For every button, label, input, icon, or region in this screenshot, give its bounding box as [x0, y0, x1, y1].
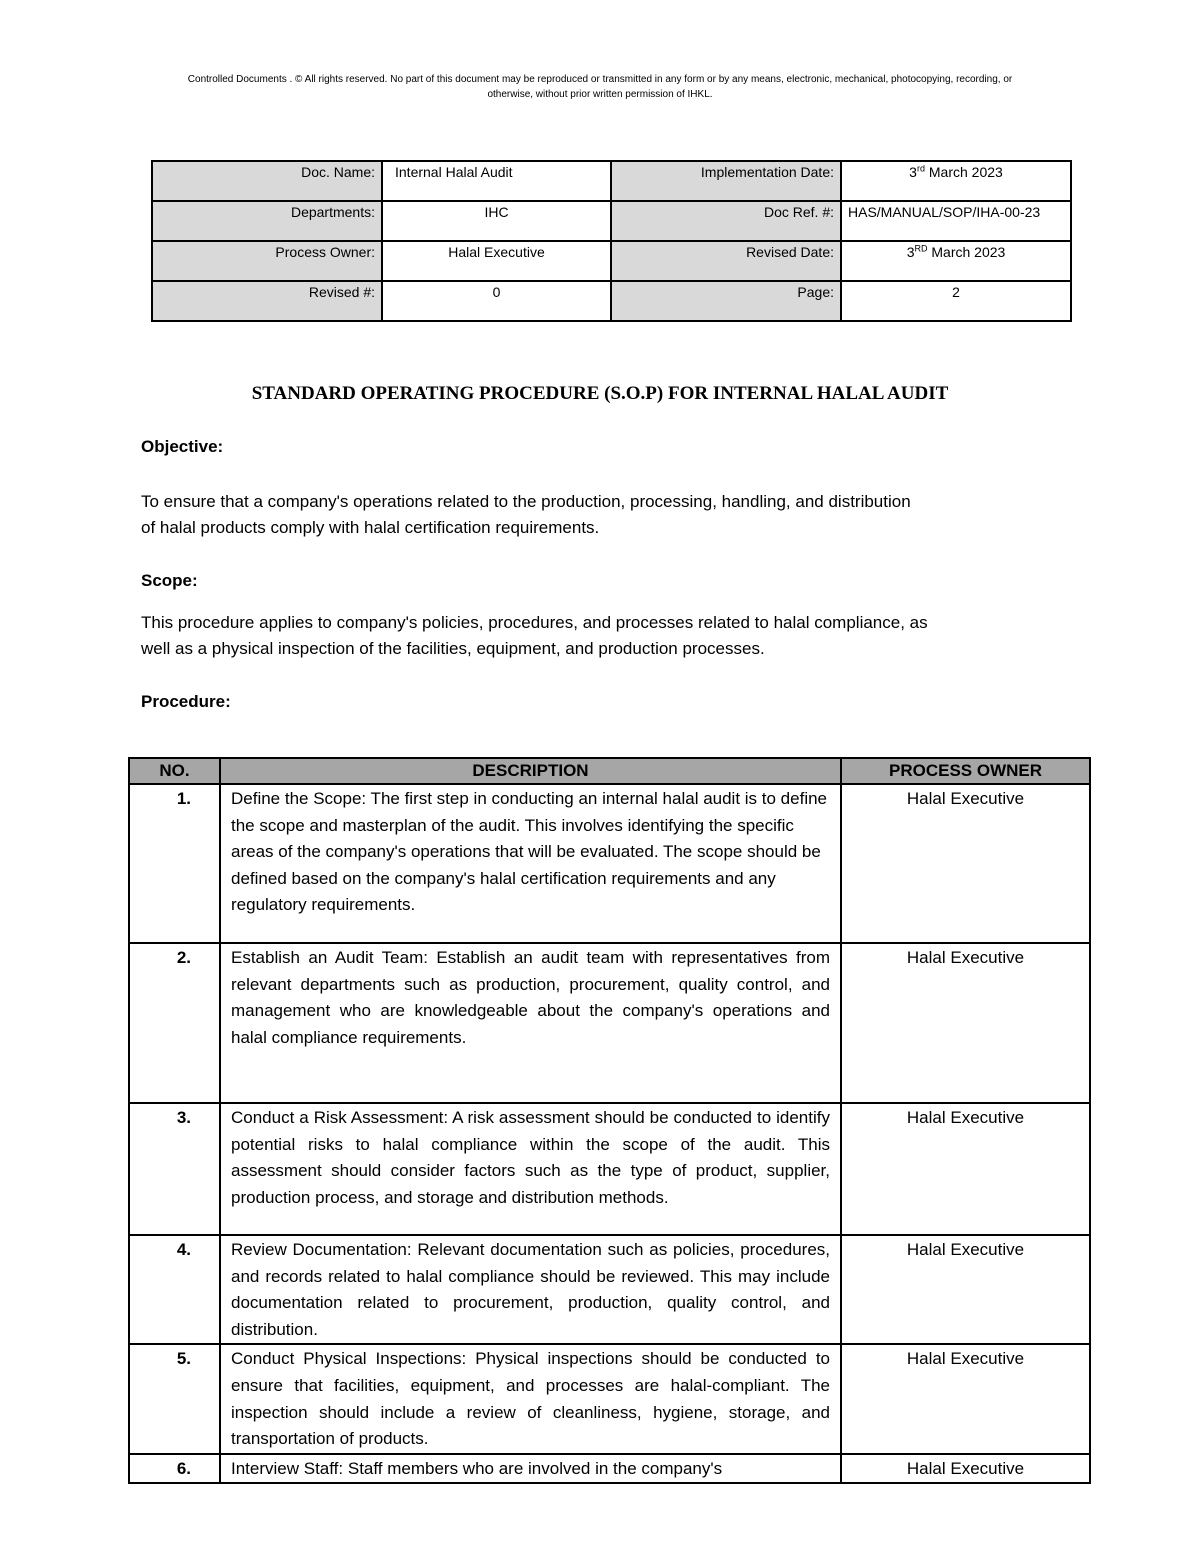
table-row: [129, 1344, 1090, 1453]
revised-date-value: [841, 241, 1071, 281]
procedure-header-row: [129, 758, 1090, 784]
row-number: 2.: [129, 943, 220, 1103]
row-number: 5.: [129, 1344, 220, 1453]
revised-date-label: Revised Date:: [611, 241, 841, 281]
doc-ref-label: Doc Ref. #:: [611, 201, 841, 241]
row-number: 1.: [129, 784, 220, 943]
row-process-owner: Halal Executive: [841, 1344, 1090, 1453]
row-number: 3.: [129, 1103, 220, 1235]
row-description: Conduct Physical Inspections: Physical inspections should be conducted to ensure that facilities, equipment, and processes are halal-compliant. The inspection should include a review of cleanliness, hygiene, storage, and transportation of products.: [220, 1344, 841, 1453]
scope-line-1: This procedure applies to company's policies, procedures, and processes related to halal compliance, as: [141, 613, 928, 632]
document-title: STANDARD OPERATING PROCEDURE (S.O.P) FOR INTERNAL HALAL AUDIT: [251, 383, 949, 404]
objective-line-1: To ensure that a company's operations related to the production, processing, handling, and distribution: [141, 492, 911, 511]
table-row: [129, 943, 1090, 1103]
row-process-owner: Halal Executive: [841, 943, 1090, 1103]
row-process-owner: Halal Executive: [841, 784, 1090, 943]
meta-row: [152, 241, 1071, 281]
row-description: Review Documentation: Relevant documentation such as policies, procedures, and records related to halal compliance should be reviewed. This may include documentation related to procurement, production, quality control, and distribution.: [220, 1235, 841, 1344]
meta-row: [152, 161, 1071, 201]
copyright-line-2: otherwise, without prior written permission of IHKL.: [487, 89, 713, 100]
process-owner-label: Process Owner:: [152, 241, 382, 281]
row-description: Define the Scope: The first step in conducting an internal halal audit is to define the scope and masterplan of the audit. This involves identifying the specific areas of the company's operations that will be evaluated. The scope should be defined based on the company's halal certification requirements and any regulatory requirements.: [220, 784, 841, 943]
scope-line-2: well as a physical inspection of the facilities, equipment, and production processes.: [141, 639, 765, 658]
process-owner-value: Halal Executive: [382, 241, 611, 281]
row-process-owner: Halal Executive: [841, 1454, 1090, 1484]
doc-ref-value: HAS/MANUAL/SOP/IHA-00-23: [841, 201, 1071, 241]
column-header-process-owner: PROCESS OWNER: [841, 758, 1090, 784]
implementation-date-suffix: rd: [916, 163, 925, 174]
revised-number-value: 0: [382, 281, 611, 321]
revised-date-month-year: March 2023: [927, 244, 1006, 260]
row-description: Interview Staff: Staff members who are involved in the company's: [220, 1454, 841, 1484]
departments-value: IHC: [382, 201, 611, 241]
implementation-date-day: 3: [909, 164, 917, 180]
revised-date-day: 3: [906, 244, 915, 260]
page-number-value: 2: [841, 281, 1071, 321]
objective-heading: Objective:: [141, 437, 224, 456]
objective-text: [141, 489, 1071, 541]
column-header-description: DESCRIPTION: [220, 758, 841, 784]
row-process-owner: Halal Executive: [841, 1235, 1090, 1344]
scope-text: [141, 610, 1071, 662]
page-label: Page:: [611, 281, 841, 321]
revised-number-label: Revised #:: [152, 281, 382, 321]
row-description: Establish an Audit Team: Establish an audit team with representatives from relevant departments such as production, procurement, quality control, and management who are knowledgeable about the company's operations and halal compliance requirements.: [220, 943, 841, 1103]
meta-row: [152, 201, 1071, 241]
meta-row: [152, 281, 1071, 321]
implementation-date-label: Implementation Date:: [611, 161, 841, 201]
procedure-table: [128, 757, 1091, 1484]
scope-heading: Scope:: [141, 571, 198, 590]
doc-name-value: Internal Halal Audit: [382, 161, 611, 201]
table-row: [129, 1454, 1090, 1484]
doc-name-label: Doc. Name:: [152, 161, 382, 201]
procedure-heading: Procedure:: [141, 692, 231, 711]
table-row: [129, 1103, 1090, 1235]
document-meta-table: [151, 160, 1072, 322]
revised-date-suffix: RD: [914, 243, 928, 254]
row-description: Conduct a Risk Assessment: A risk assessment should be conducted to identify potential risks to halal compliance within the scope of the audit. This assessment should consider factors such as the type of product, supplier, production process, and storage and distribution methods.: [220, 1103, 841, 1235]
implementation-date-month-year: March 2023: [924, 164, 1003, 180]
copyright-notice: [120, 72, 1080, 102]
row-number: 6.: [129, 1454, 220, 1484]
table-row: [129, 784, 1090, 943]
copyright-line-1: Controlled Documents . © All rights reserved. No part of this document may be reproduced or transmitted in any form or by any means, electronic, mechanical, photocopying, recording, or: [187, 74, 1013, 85]
table-row: [129, 1235, 1090, 1344]
departments-label: Departments:: [152, 201, 382, 241]
row-number: 4.: [129, 1235, 220, 1344]
column-header-no: NO.: [129, 758, 220, 784]
implementation-date-value: [841, 161, 1071, 201]
row-process-owner: Halal Executive: [841, 1103, 1090, 1235]
objective-line-2: of halal products comply with halal certification requirements.: [141, 518, 600, 537]
